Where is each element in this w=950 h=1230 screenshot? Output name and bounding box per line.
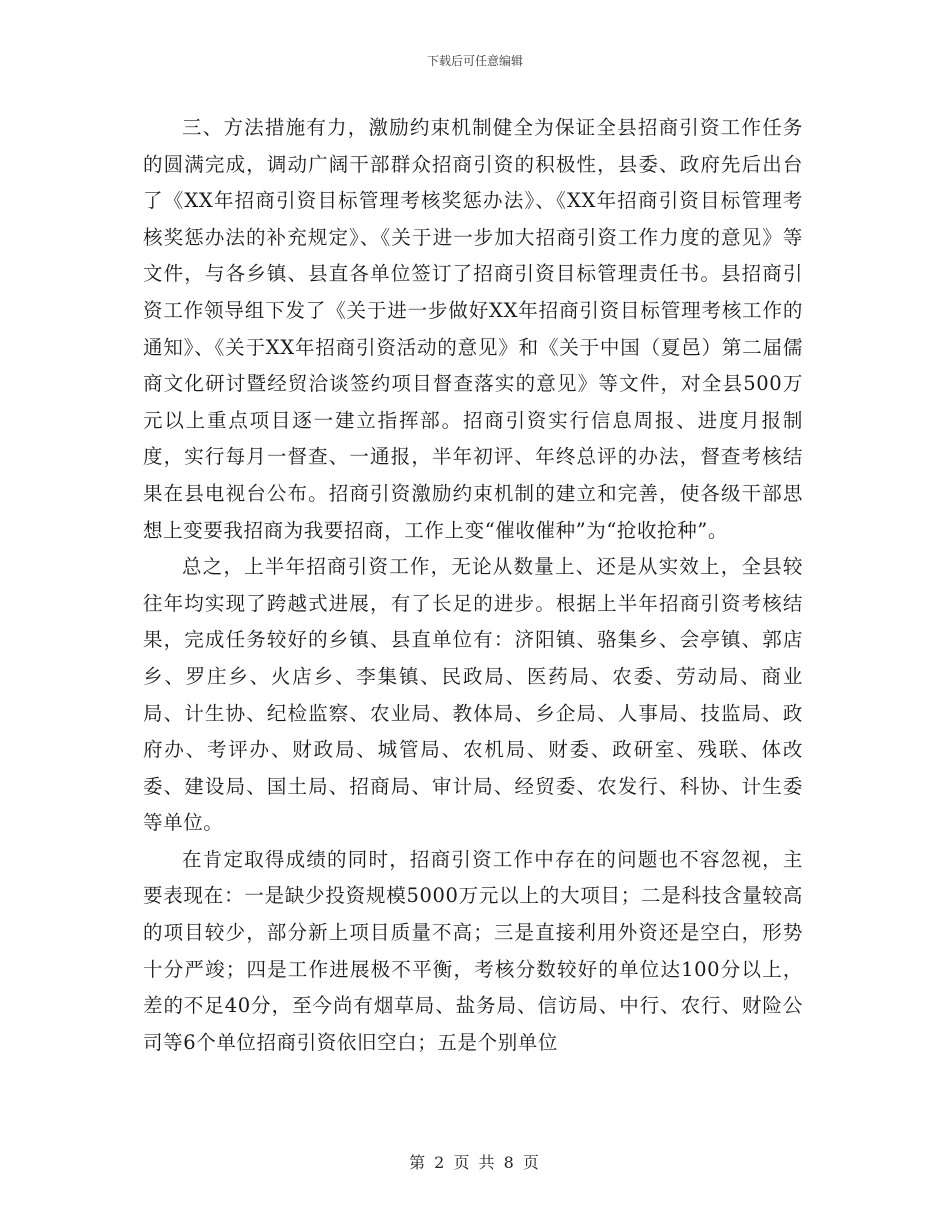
- paragraph-summary: 总之，上半年招商引资工作，无论从数量上、还是从实效上，全县较往年均实现了跨越式进展，有了长足的进步。根据上半年招商引资考核结果，完成任务较好的乡镇、县直单位有：济阳镇、骆集乡、会亭镇、郭店乡、罗庄乡、火店乡、李集镇、民政局、医药局、农委、劳动局、商业局、计生协、纪检监察、农业局、教体局、乡企局、人事局、技监局、政府办、考评办、财政局、城管局、农机局、财委、政研室、残联、体改委、建设局、国土局、招商局、审计局、经贸委、农发行、科协、计生委等单位。: [143, 555, 803, 835]
- page-header: 下载后可任意编辑: [426, 54, 523, 68]
- paragraph-problems: 在肯定取得成绩的同时，招商引资工作中存在的问题也不容忽视，主要表现在：一是缺少投资规模5000万元以上的大项目；二是科技含量较高的项目较少，部分新上项目质量不高；三是直接利用外资还是空白，形势十分严竣；四是工作进展极不平衡，考核分数较好的单位达100分以上，差的不足40分，至今尚有烟草局、盐务局、信访局、中行、农行、财险公司等6个单位招商引资依旧空白；五是个别单位: [143, 847, 803, 1054]
- document-body: [143, 110, 803, 1061]
- page-number: 第 2 页 共 8 页: [409, 1153, 541, 1172]
- paragraph-measures: 三、方法措施有力，激励约束机制健全为保证全县招商引资工作任务的圆满完成，调动广阔干部群众招商引资的积极性，县委、政府先后出台了《XX年招商引资目标管理考核奖惩办法》、《XX年招商引资目标管理考核奖惩办法的补充规定》、《关于进一步加大招商引资工作力度的意见》等文件，与各乡镇、县直各单位签订了招商引资目标管理责任书。县招商引资工作领导组下发了《关于进一步做好XX年招商引资目标管理考核工作的通知》、《关于XX年招商引资活动的意见》和《关于中国（夏邑）第二届儒商文化研讨暨经贸洽谈签约项目督查落实的意见》等文件，对全县500万元以上重点项目逐一建立指挥部。招商引资实行信息周报、进度月报制度，实行每月一督查、一通报，半年初评、年终总评的办法，督查考核结果在县电视台公布。招商引资激励约束机制的建立和完善，使各级干部思想上变要我招商为我要招商，工作上变“催收催种”为“抢收抢种”。: [143, 116, 803, 542]
